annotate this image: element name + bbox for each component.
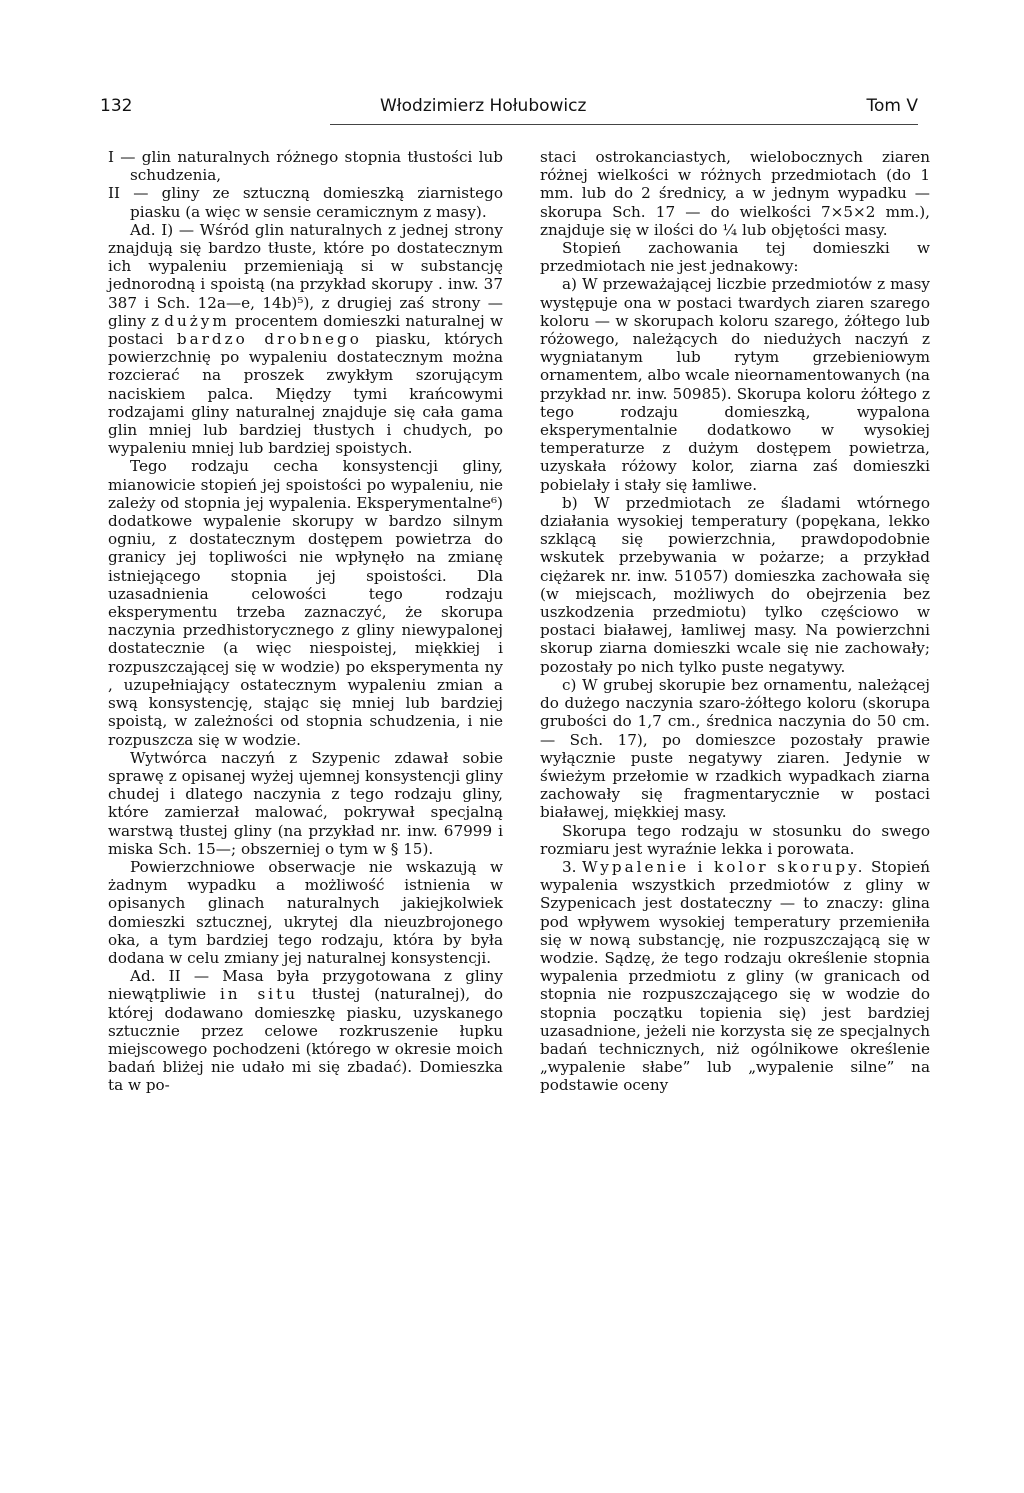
page-number: 132 [100, 96, 133, 116]
paragraph [540, 858, 930, 1095]
paragraph: II — gliny ze sztuczną domieszką ziarnistego piasku (a więc w sensie ceramicznym z masy). [108, 184, 503, 221]
page-header [100, 96, 918, 126]
paragraph [108, 221, 503, 458]
paragraph [108, 967, 503, 1094]
section-heading: Wypalenie i kolor skorupy. [582, 857, 866, 876]
right-column [540, 148, 930, 1095]
text-run: piasku, których powierzchnię po wypaleniu dostatecznym można rozcierać na proszek zwykłym szorującym naciskiem palca. Między tymi krańcowymi rodzajami gliny naturalnej znajduje się cała gama glin mniej lub bardziej tłustych i chudych, po wypaleniu mniej lub bardziej spoistych. [108, 330, 504, 458]
header-rule [330, 124, 918, 125]
running-head-author: Włodzimierz Hołubowicz [380, 96, 587, 116]
text-run: procentem domieszki naturalnej w postaci [108, 311, 503, 349]
paragraph: b) W przedmiotach ze śladami wtórnego działania wysokiej temperatury (popękana, lekko szklącą się powierzchnia, prawdopodobnie wskutek przebywania w pożarze; a przykład ciężarek nr. inw. 51057) domieszka zachowała się (w miejscach, możliwych do obejrzenia bez uszkodzenia przedmiotu) tylko częściowo w postaci białawej, łamliwej masy. Na powierzchni skorup ziarna domieszki wcale się nie zachowały; pozostały po nich tylko puste negatywy. [540, 493, 930, 676]
running-head-volume: Tom V [866, 96, 918, 116]
text-run: Stopień wypalenia wszystkich przedmiotów z gliny w Szypenicach jest dostateczny — to znaczy: glina pod wpływem wysokiej temperatury przemieniła się w nową substancję, nie rozpuszczającą się w wodzie. Sądzę, że tego rodzaju określenie stopnia wypalenia przedmiotu z gliny (w granicach od stopnia nie rozpuszczającego się w wodzie do stopnia początku topienia się) jest bardziej uzasadnione, jeżeli nie korzysta się ze specjalnych badań technicznych, niż ogólnikowe określenie „wypalenie słabe” lub „wypalenie silne” na podstawie oceny [540, 857, 930, 1095]
text-run: tłustej (naturalnej), do której dodawano domieszkę piasku, uzyskanego sztucznie przez celowe rozkruszenie łupku miejscowego pochodzeni (którego w okresie moich badań bliżej nie udało mi się zbadać). Domieszka ta w po- [108, 985, 503, 1095]
left-column [108, 148, 503, 1095]
paragraph: c) W grubej skorupie bez ornamentu, należącej do dużego naczynia szaro-żółtego koloru (skorupa grubości do 1,7 cm., średnica naczynia do 50 cm. — Sch. 17), po domieszce pozostały prawie wyłącznie puste negatywy ziaren. Jedynie w świeżym przełomie w rzadkich wypadkach ziarna zachowały się fragmentarycznie w postaci białawej, miękkiej masy. [540, 675, 930, 822]
paragraph: Stopień zachowania tej domieszki w przedmiotach nie jest jednakowy: [540, 239, 930, 276]
paragraph: I — glin naturalnych różnego stopnia tłustości lub schudzenia, [108, 148, 503, 185]
paragraph: Tego rodzaju cecha konsystencji gliny, mianowicie stopień jej spoistości po wypaleniu, nie zależy od stopnia jej wypalenia. Eksperymentalne⁶) dodatkowe wypalenie skorupy w bardzo silnym ogniu, z dostatecznym dostępem powietrza do granicy jej topliwości nie wpłynęło na zmianę istniejącego stopnia jej spoistości. Dla uzasadnienia celowości tego rodzaju eksperymentu trzeba zaznaczyć, że skorupa naczynia przedhistorycznego z gliny niewypalonej dostatecznie (a więc niespoistej, miękkiej i rozpuszczającej się w wodzie) po eksperymenta ny , uzupełniający ostatecznym wypaleniu zmian a swą konsystencję, stając się mniej lub bardziej spoistą, w zależności od stopnia schudzenia, i nie rozpuszcza się w wodzie. [108, 457, 503, 749]
spaced-emphasis: dużym [164, 311, 230, 330]
text-run: Ad. II — Masa była przygotowana z gliny niewątpliwie [108, 967, 503, 1004]
paragraph: a) W przeważającej liczbie przedmiotów z masy występuje ona w postaci twardych ziaren szarego koloru — w skorupach koloru szarego, żółtego lub różowego, należących do niedużych naczyń z wygniatanym lub rytym grzebieniowym ornamentem, albo wcale nieornamentowanych (na przykład nr. inw. 50985). Skorupa koloru żółtego z tego rodzaju domieszką, wypalona eksperymentalnie dodatkowo w wysokiej temperaturze z dużym dostępem powietrza, uzyskała różowy kolor, ziarna zaś domieszki pobielały i stały się łamliwe. [540, 275, 930, 494]
paragraph: Wytwórca naczyń z Szypenic zdawał sobie sprawę z opisanej wyżej ujemnej konsystencji gliny chudej i dlatego naczynia z tego rodzaju gliny, które zamierzał malować, pokrywał specjalną warstwą tłustej gliny (na przykład nr. inw. 67999 i miska Sch. 15—; obszerniej o tym w § 15). [108, 748, 503, 858]
text-run: Ad. I) — Wśród glin naturalnych z jednej strony znajdują się bardzo tłuste, które po dostatecznym ich wypaleniu przemieniają si w substancję jednorodną i spoistą (na przykład skorupy . inw. 37 387 i Sch. 12a—e, 14b)⁵), z drugiej zaś strony — gliny z [108, 220, 503, 330]
spaced-emphasis: bardzo drobnego [176, 330, 362, 349]
paragraph: staci ostrokanciastych, wielobocznych ziaren różnej wielkości w różnych przedmiotach (do 1 mm. lub do 2 średnicy, a w jednym wypadku — skorupa Sch. 17 — do wielkości 7×5×2 mm.), znajduje się w ilości do ¼ lub objętości masy. [540, 148, 930, 239]
spaced-emphasis: in situ [219, 985, 299, 1004]
paragraph: Skorupa tego rodzaju w stosunku do swego rozmiaru jest wyraźnie lekka i porowata. [540, 821, 930, 858]
paragraph: Powierzchniowe obserwacje nie wskazują w żadnym wypadku a możliwość istnienia w opisanych glinach naturalnych jakiejkolwiek domieszki sztucznej, ukrytej dla nieuzbrojonego oka, a tym bardziej tego rodzaju, która by była dodana w celu zmiany jej naturalnej konsystencji. [108, 857, 503, 967]
text-run: 3. [562, 857, 583, 876]
